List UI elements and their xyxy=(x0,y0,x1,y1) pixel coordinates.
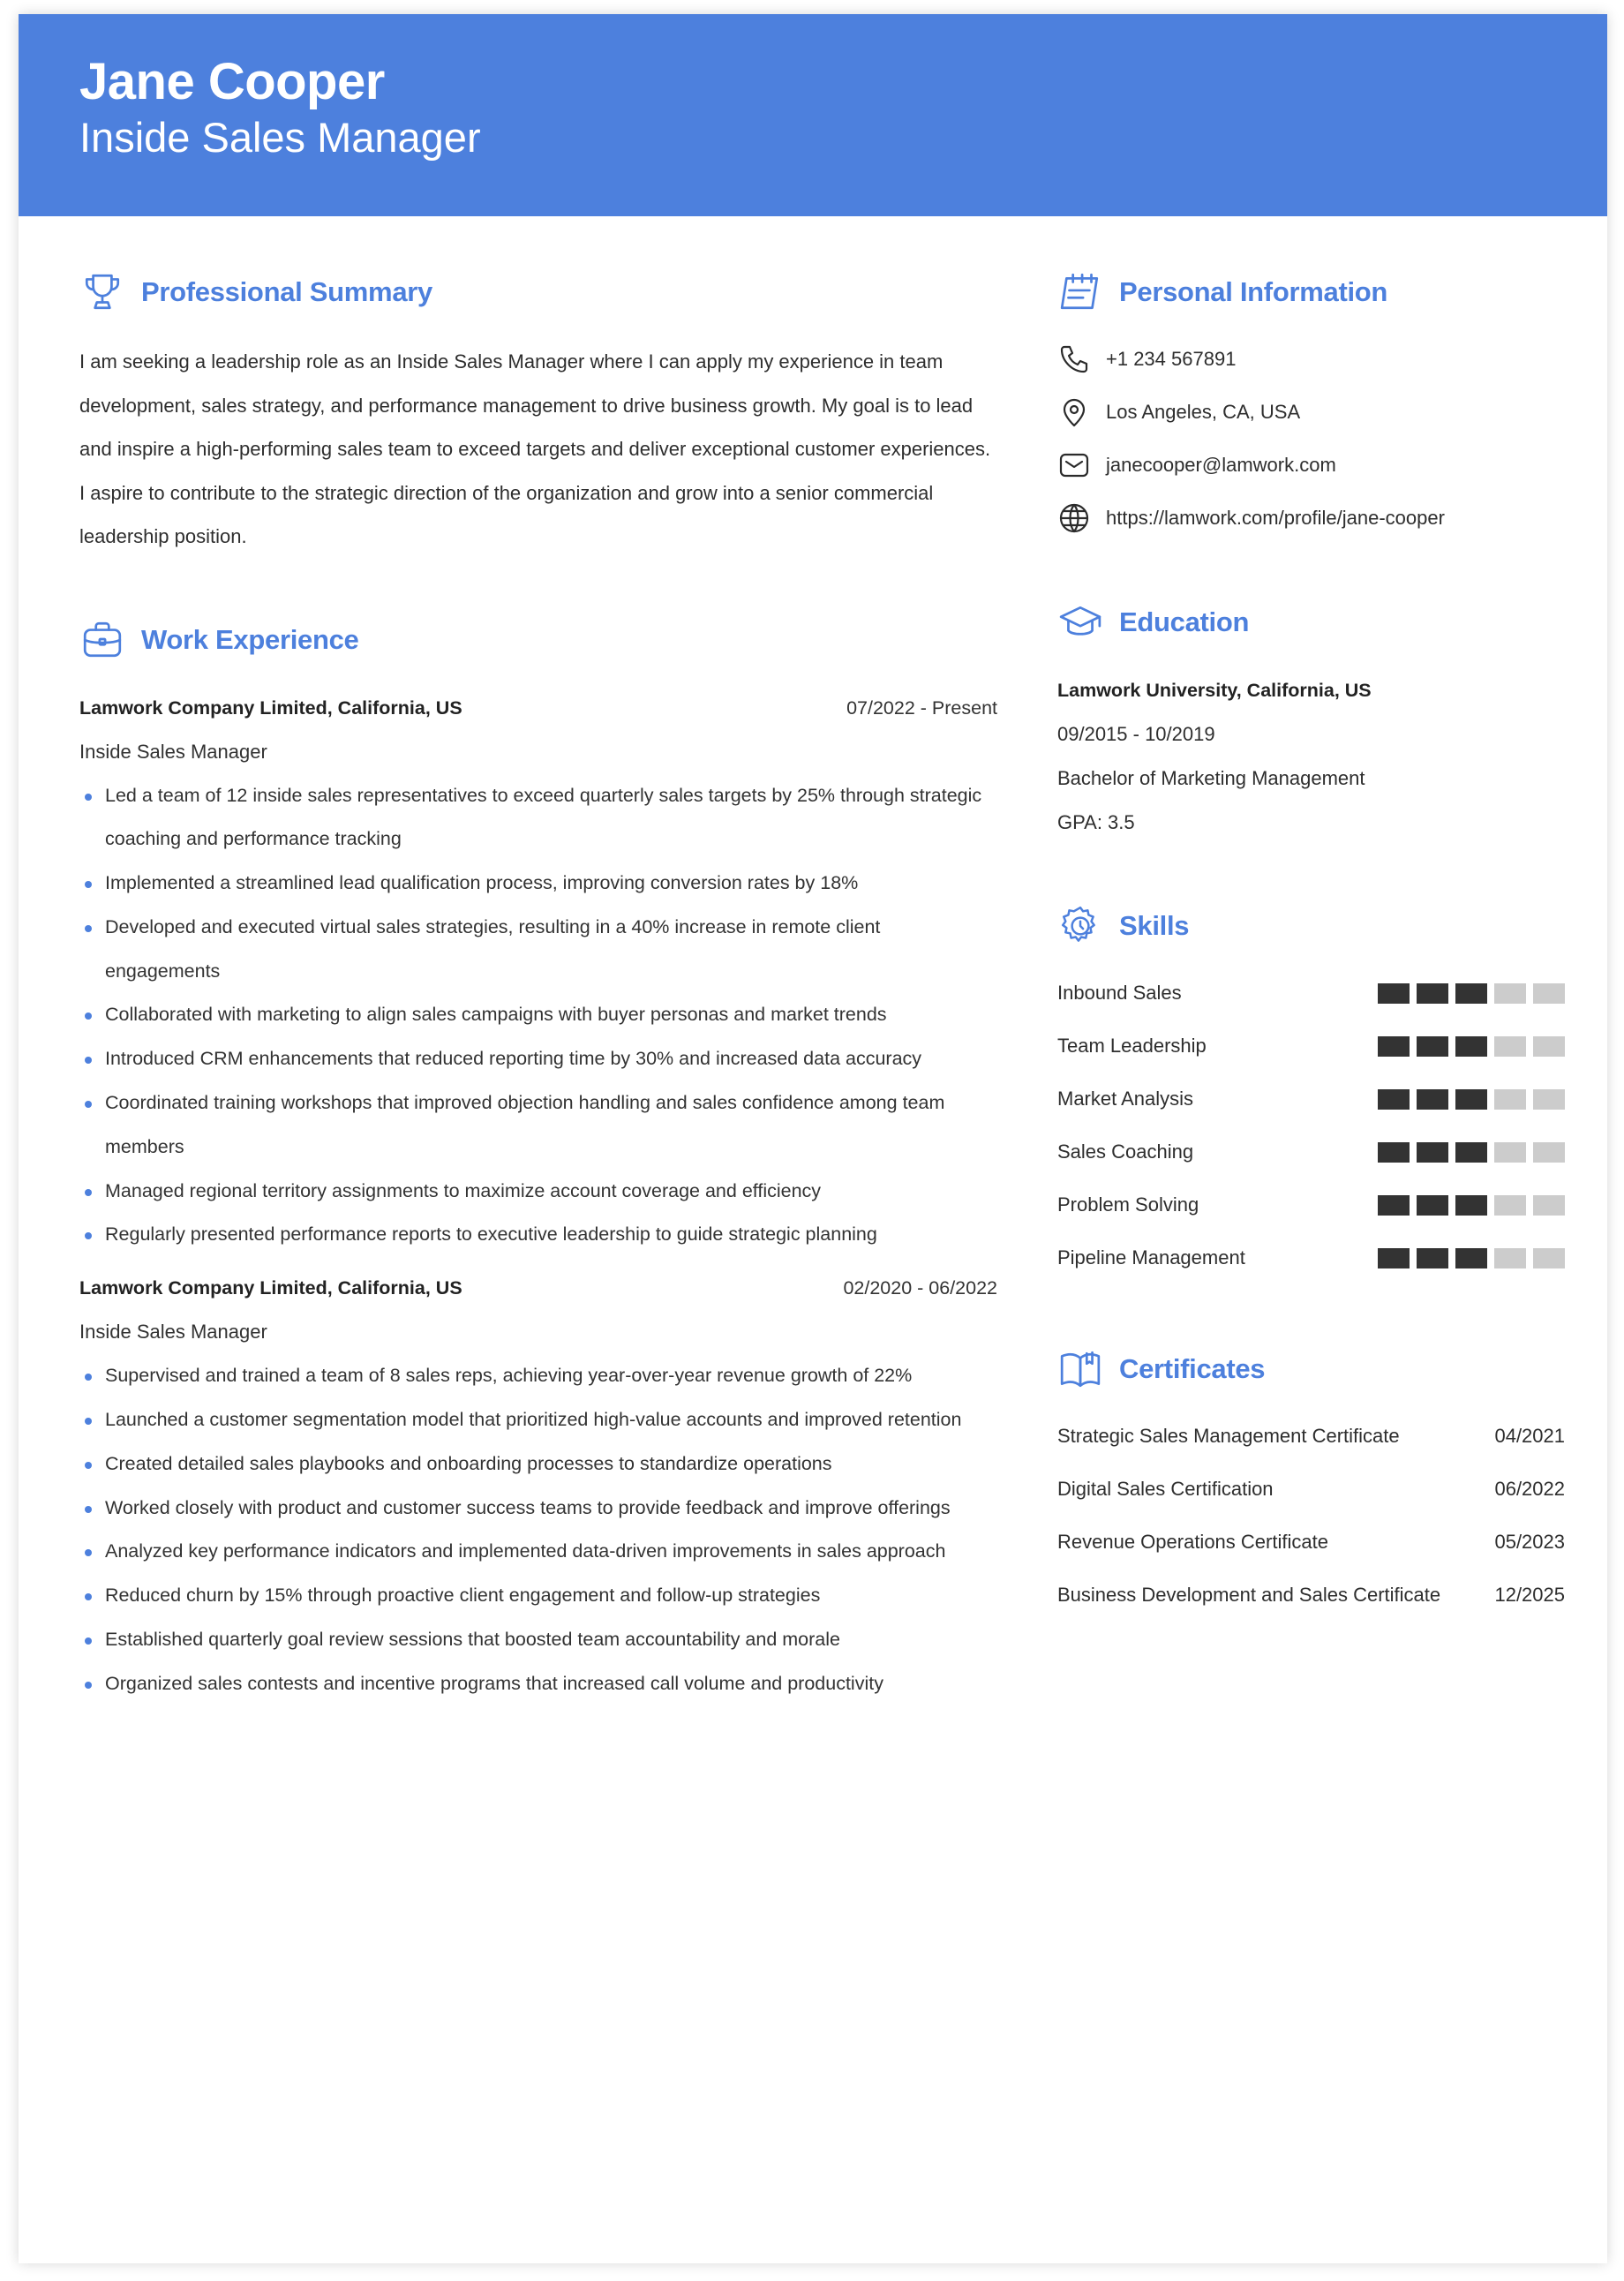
skill-level xyxy=(1378,1089,1565,1110)
section-title: Work Experience xyxy=(141,623,359,655)
skill-bar-empty xyxy=(1494,1195,1526,1216)
website-text: https://lamwork.com/profile/jane-cooper xyxy=(1106,507,1445,529)
section-header xyxy=(1057,891,1565,961)
location-pin-icon xyxy=(1057,395,1091,429)
certificate-row xyxy=(1057,1516,1565,1569)
skill-level xyxy=(1378,1248,1565,1268)
mail-icon xyxy=(1057,448,1091,482)
skill-bar-empty xyxy=(1533,1089,1565,1110)
list-item: Collaborated with marketing to align sales campaigns with buyer personas and market trends xyxy=(79,993,997,1037)
skill-bar-filled xyxy=(1417,1142,1448,1163)
section-title: Personal Information xyxy=(1119,276,1388,307)
skill-bar-empty xyxy=(1533,1248,1565,1268)
list-item: Introduced CRM enhancements that reduced reporting time by 30% and increased data accuracy xyxy=(79,1037,997,1081)
list-item: Reduced churn by 15% through proactive client engagement and follow-up strategies xyxy=(79,1574,997,1618)
skill-name: Sales Coaching xyxy=(1057,1140,1194,1163)
skill-bar-filled xyxy=(1417,1089,1448,1110)
certificate-row xyxy=(1057,1463,1565,1516)
list-item: Launched a customer segmentation model that prioritized high-value accounts and improved retention xyxy=(79,1398,997,1442)
list-item: Managed regional territory assignments to maximize account coverage and efficiency xyxy=(79,1170,997,1214)
job-position: Inside Sales Manager xyxy=(79,740,267,763)
resume-header xyxy=(19,14,1607,216)
job-bullets xyxy=(79,774,997,1258)
certificate-date: 06/2022 xyxy=(1494,1478,1565,1500)
skill-bar-filled xyxy=(1455,1089,1487,1110)
work-experience-section xyxy=(79,605,997,1706)
certificate-row xyxy=(1057,1410,1565,1463)
skill-bar-filled xyxy=(1455,1248,1487,1268)
skill-bar-filled xyxy=(1378,1036,1410,1057)
globe-icon xyxy=(1057,501,1091,535)
certificate-date: 04/2021 xyxy=(1494,1425,1565,1447)
skill-row xyxy=(1057,1125,1565,1178)
skills-section xyxy=(1057,891,1565,1284)
gear-clock-icon xyxy=(1057,903,1103,949)
skill-row xyxy=(1057,967,1565,1020)
list-item: Established quarterly goal review sessions that boosted team accountability and morale xyxy=(79,1618,997,1662)
skill-bar-empty xyxy=(1533,1195,1565,1216)
skill-bar-filled xyxy=(1417,1248,1448,1268)
skill-row xyxy=(1057,1073,1565,1125)
education-dates: 09/2015 - 10/2019 xyxy=(1057,723,1215,745)
book-icon xyxy=(1057,1346,1103,1392)
job-position: Inside Sales Manager xyxy=(79,1321,267,1344)
section-title: Certificates xyxy=(1119,1353,1266,1384)
skill-name: Pipeline Management xyxy=(1057,1246,1245,1268)
section-title: Education xyxy=(1119,606,1250,637)
certificate-row xyxy=(1057,1569,1565,1622)
list-item: Analyzed key performance indicators and implemented data-driven improvements in sales approach xyxy=(79,1530,997,1574)
phone-text: +1 234 567891 xyxy=(1106,348,1237,370)
skill-level xyxy=(1378,1195,1565,1216)
job-dates: 07/2022 - Present xyxy=(846,696,997,719)
email-text: janecooper@lamwork.com xyxy=(1106,454,1336,476)
skill-name: Market Analysis xyxy=(1057,1088,1194,1110)
certificate-name: Strategic Sales Management Certificate xyxy=(1057,1425,1400,1447)
certificates-section xyxy=(1057,1334,1565,1622)
skill-bar-empty xyxy=(1494,1142,1526,1163)
skill-bar-filled xyxy=(1417,1036,1448,1057)
section-title: Skills xyxy=(1119,910,1190,941)
candidate-name: Jane Cooper xyxy=(79,53,385,110)
job-header xyxy=(79,686,997,730)
summary-text: I am seeking a leadership role as an Inside Sales Manager where I can apply my experience in team development, sales strategy, and performance management to drive business growth. My goal is to lead and inspire a high-performing sales team to exceed targets and deliver exceptional customer experiences. I aspire to contribute to the strategic direction of the organization and grow into a senior commercial leadership position. xyxy=(79,350,991,547)
certificate-name: Business Development and Sales Certificate xyxy=(1057,1584,1441,1606)
job-dates: 02/2020 - 06/2022 xyxy=(843,1277,997,1299)
location-text: Los Angeles, CA, USA xyxy=(1106,401,1301,423)
skill-bar-filled xyxy=(1378,1195,1410,1216)
job-company: Lamwork Company Limited, California, US xyxy=(79,1277,462,1299)
list-item: Coordinated training workshops that improved objection handling and sales confidence among team members xyxy=(79,1081,997,1170)
phone-icon xyxy=(1057,343,1091,376)
professional-summary-section xyxy=(79,257,997,559)
skill-bar-filled xyxy=(1378,983,1410,1004)
skill-bar-filled xyxy=(1455,1036,1487,1057)
section-header xyxy=(1057,257,1565,327)
list-item: Organized sales contests and incentive programs that increased call volume and productivity xyxy=(79,1662,997,1706)
skill-bar-filled xyxy=(1417,1195,1448,1216)
skill-level xyxy=(1378,983,1565,1004)
skill-bar-filled xyxy=(1455,1195,1487,1216)
certificate-date: 05/2023 xyxy=(1494,1531,1565,1553)
education-gpa: GPA: 3.5 xyxy=(1057,811,1135,833)
personal-information-section xyxy=(1057,257,1565,545)
list-item: Developed and executed virtual sales strategies, resulting in a 40% increase in remote client engagements xyxy=(79,906,997,994)
skill-bar-filled xyxy=(1378,1089,1410,1110)
job-entry xyxy=(79,1266,997,1705)
skill-bar-empty xyxy=(1494,1248,1526,1268)
location-row xyxy=(1057,386,1565,439)
graduation-cap-icon xyxy=(1057,599,1103,645)
section-header xyxy=(1057,587,1565,658)
skill-level xyxy=(1378,1036,1565,1057)
calendar-notes-icon xyxy=(1057,269,1103,315)
left-column xyxy=(79,257,997,1706)
skill-level xyxy=(1378,1142,1565,1163)
skill-bar-filled xyxy=(1455,1142,1487,1163)
skill-bar-empty xyxy=(1533,1036,1565,1057)
section-header xyxy=(79,257,997,327)
list-item: Worked closely with product and customer success teams to provide feedback and improve offerings xyxy=(79,1487,997,1531)
skill-name: Team Leadership xyxy=(1057,1035,1207,1057)
candidate-role: Inside Sales Manager xyxy=(79,113,481,161)
briefcase-icon xyxy=(79,617,125,663)
website-row xyxy=(1057,492,1565,545)
skill-bar-empty xyxy=(1494,1036,1526,1057)
skill-bar-empty xyxy=(1533,983,1565,1004)
list-item: Led a team of 12 inside sales representatives to exceed quarterly sales targets by 25% through strategic coaching and performance tracking xyxy=(79,774,997,862)
skill-row xyxy=(1057,1020,1565,1073)
email-row xyxy=(1057,439,1565,492)
skill-bar-filled xyxy=(1378,1248,1410,1268)
skill-bar-filled xyxy=(1417,983,1448,1004)
list-item: Created detailed sales playbooks and onboarding processes to standardize operations xyxy=(79,1442,997,1487)
resume-page xyxy=(19,14,1607,2263)
education-school: Lamwork University, California, US xyxy=(1057,680,1372,701)
trophy-icon xyxy=(79,269,125,315)
section-header xyxy=(79,605,997,675)
list-item: Regularly presented performance reports to executive leadership to guide strategic planning xyxy=(79,1213,997,1257)
certificate-name: Revenue Operations Certificate xyxy=(1057,1531,1328,1553)
job-header xyxy=(79,1266,997,1310)
section-header xyxy=(1057,1334,1565,1404)
job-entry xyxy=(79,686,997,1258)
certificate-date: 12/2025 xyxy=(1494,1584,1565,1606)
certificate-name: Digital Sales Certification xyxy=(1057,1478,1274,1500)
skill-name: Problem Solving xyxy=(1057,1193,1199,1216)
skill-bar-empty xyxy=(1494,983,1526,1004)
list-item: Implemented a streamlined lead qualification process, improving conversion rates by 18% xyxy=(79,862,997,906)
skill-row xyxy=(1057,1231,1565,1284)
skill-bar-filled xyxy=(1455,983,1487,1004)
phone-row xyxy=(1057,333,1565,386)
skill-row xyxy=(1057,1178,1565,1231)
skills-list xyxy=(1057,967,1565,1284)
job-bullets xyxy=(79,1354,997,1705)
list-item: Supervised and trained a team of 8 sales reps, achieving year-over-year revenue growth of 22% xyxy=(79,1354,997,1398)
skill-name: Inbound Sales xyxy=(1057,982,1182,1004)
right-column xyxy=(1057,257,1565,1622)
skill-bar-filled xyxy=(1378,1142,1410,1163)
section-title: Professional Summary xyxy=(141,276,432,307)
job-company: Lamwork Company Limited, California, US xyxy=(79,696,462,719)
skill-bar-empty xyxy=(1494,1089,1526,1110)
skill-bar-empty xyxy=(1533,1142,1565,1163)
education-section xyxy=(1057,587,1565,845)
education-degree: Bachelor of Marketing Management xyxy=(1057,767,1365,789)
